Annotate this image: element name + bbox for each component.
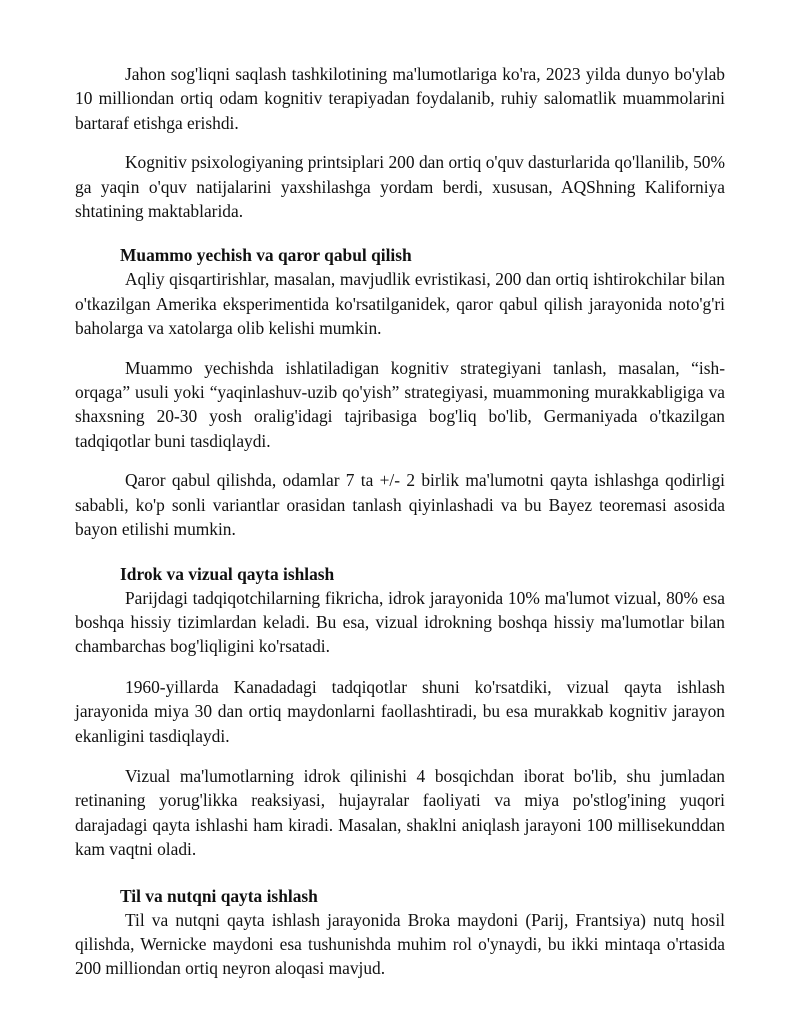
paragraph-mental-shortcuts: Aqliy qisqartirishlar, masalan, mavjudlik evristikasi, 200 dan ortiq ishtirokchilar bilan o'tkazilgan Amerika eksperimentida ko'rsatilganidek, qaror qabul qilish jarayonida noto'g'ri baholarga va xatolarga olib kelishi mumkin. bbox=[75, 269, 725, 339]
paragraph-visual-stages: Vizual ma'lumotlarning idrok qilinishi 4 bosqichdan iborat bo'lib, shu jumladan retinaning yorug'likka reaksiyasi, hujayralar faoliyati va miya po'stlog'ining yuqori darajadagi qayta ishlashi ham kiradi. Masalan, shaklni aniqlash jarayoni 100 millisekunddan kam vaqtni oladi. bbox=[75, 765, 725, 860]
paragraph-canada-research: 1960-yillarda Kanadadagi tadqiqotlar shuni ko'rsatdiki, vizual qayta ishlash jarayonida miya 30 dan ortiq maydonlarni faollashtiradi, bu esa murakkab kognitiv jarayon ekanligini tasdiqlaydi. bbox=[75, 676, 725, 746]
paragraph-who-statistics: Jahon sog'liqni saqlash tashkilotining ma'lumotlariga ko'ra, 2023 yilda dunyo bo'ylab 10 milliondan ortiq odam kognitiv terapiyadan foydalanib, ruhiy salomatlik muammolarini bartaraf etishga erishdi. bbox=[75, 64, 725, 133]
paragraph-paris-research: Parijdagi tadqiqotchilarning fikricha, idrok jarayonida 10% ma'lumot vizual, 80% esa boshqa hissiy tizimlardan keladi. Bu esa, vizual idrokning boshqa hissiy ma'lumotlar bilan chambarchas bog'liqligini ko'rsatadi. bbox=[75, 587, 725, 657]
document-page bbox=[75, 62, 725, 981]
heading-problem-solving: Muammo yechish va qaror qabul qilish bbox=[120, 245, 412, 266]
heading-perception: Idrok va vizual qayta ishlash bbox=[120, 563, 335, 584]
paragraph-cognitive-strategy: Muammo yechishda ishlatiladigan kognitiv strategiyani tanlash, masalan, “ish-orqaga” usuli yoki “yaqinlashuv-uzib qo'yish” strategiyasi, muammoning murakkabligiga va shaxsning 20-30 yosh oralig'idagi tajribasiga bog'liq bo'lib, Germaniyada o'tkazilgan tadqiqotlar buni tasdiqlaydi. bbox=[75, 357, 725, 451]
paragraph-education-programs: Kognitiv psixologiyaning printsiplari 200 dan ortiq o'quv dasturlarida qo'llanilib, 50% ga yaqin o'quv natijalarini yaxshilashga yordam berdi, xususan, AQShning Kaliforniya shtatining maktablarida. bbox=[75, 152, 725, 222]
heading-language: Til va nutqni qayta ishlash bbox=[120, 885, 318, 906]
paragraph-decision-making: Qaror qabul qilishda, odamlar 7 ta +/- 2 birlik ma'lumotni qayta ishlashga qodirligi sababli, ko'p sonli variantlar orasidan tanlash qiyinlashadi va bu Bayez teoremasi asosida bayon etilishi mumkin. bbox=[75, 470, 725, 540]
paragraph-broca-wernicke: Til va nutqni qayta ishlash jarayonida Broka maydoni (Parij, Frantsiya) nutq hosil qilishda, Wernicke maydoni esa tushunishda muhim rol o'ynaydi, bu ikki mintaqa o'rtasida 200 milliondan ortiq neyron aloqasi mavjud. bbox=[75, 909, 725, 979]
